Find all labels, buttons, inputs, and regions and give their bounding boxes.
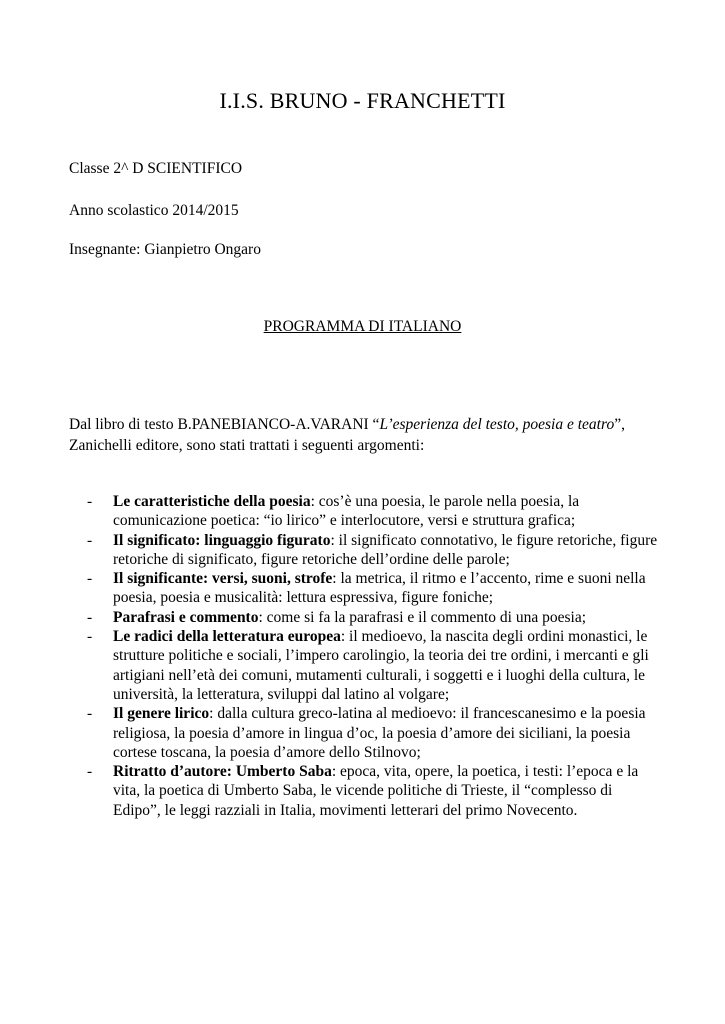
topic-item [87,608,662,627]
topic-text: : epoca, vita, opere, la poetica, i testi: l’epoca e la vita, la poetica di Umberto Saba, le vicende politiche di Trieste, il “complesso di Edipo”, le leggi razziali in Italia, movimenti letterari del primo Novecento. [113,763,639,819]
topic-item [87,627,662,704]
school-title: I.I.S. BRUNO - FRANCHETTI [219,88,506,113]
topics-list [87,492,662,820]
topic-item [87,492,662,531]
program-title: PROGRAMMA DI ITALIANO [263,318,462,335]
bullet-dash: - [87,531,93,549]
bullet-dash: - [87,763,93,781]
topic-item [87,531,662,570]
textbook-title: L’esperienza del testo, poesia e teatro [379,416,615,433]
intro-text-after: ”, Zanichelli editore, sono stati trattati i seguenti argomenti: [69,416,625,454]
topic-text: : il medioevo, la nascita degli ordini monastici, le strutture politiche e sociali, l’impero carolingio, la teoria dei tre ordini, i mercanti e gli artigiani nell’età dei comuni, mutamenti culturali, i soggetti e i luoghi della cultura, le università, la letteratura, sviluppi dal latino al volgare; [113,628,649,703]
topic-item [87,569,662,608]
topic-text: : come si fa la parafrasi e il commento di una poesia; [258,608,587,626]
intro-text-before: Dal libro di testo B.PANEBIANCO-A.VARANI “ [69,416,380,433]
topic-heading: Ritratto d’autore: Umberto Saba [113,763,332,781]
bullet-dash: - [87,493,93,510]
topic-item [87,762,662,820]
bullet-dash: - [87,608,93,626]
class-line: Classe 2^ D SCIENTIFICO [69,160,243,177]
topic-text: : cos’è una poesia, le parole nella poesia, la comunicazione poetica: “io lirico” e interlocutore, versi e struttura grafica; [113,493,580,530]
topic-heading: Le radici della letteratura europea [113,628,341,646]
topic-text: : la metrica, il ritmo e l’accento, rime e suoni nella poesia, poesia e musicalità: lettura espressiva, figure foniche; [113,570,646,607]
topic-heading: Il significato: linguaggio figurato [113,531,331,549]
teacher-line: Insegnante: Gianpietro Ongaro [69,241,261,258]
topic-heading: Parafrasi e commento [113,608,259,626]
intro-paragraph [69,414,649,456]
topic-item [87,704,662,762]
topic-heading: Il significante: versi, suoni, strofe [113,570,333,588]
bullet-dash: - [87,705,93,723]
topic-text: : il significato connotativo, le figure retoriche, figure retoriche di significato, figure retoriche dell’ordine delle parole; [113,531,658,568]
topic-heading: Il genere lirico [113,705,210,723]
bullet-dash: - [87,570,93,588]
topic-text: : dalla cultura greco-latina al medioevo: il francescanesimo e la poesia religiosa, la poesia d’amore in lingua d’oc, la poesia d’amore dei siciliani, la poesia cortese toscana, la poesia d’amore dello Stilnovo; [113,705,646,761]
school-year-line: Anno scolastico 2014/2015 [69,202,239,219]
topic-heading: Le caratteristiche della poesia [113,493,311,510]
bullet-dash: - [87,628,93,646]
